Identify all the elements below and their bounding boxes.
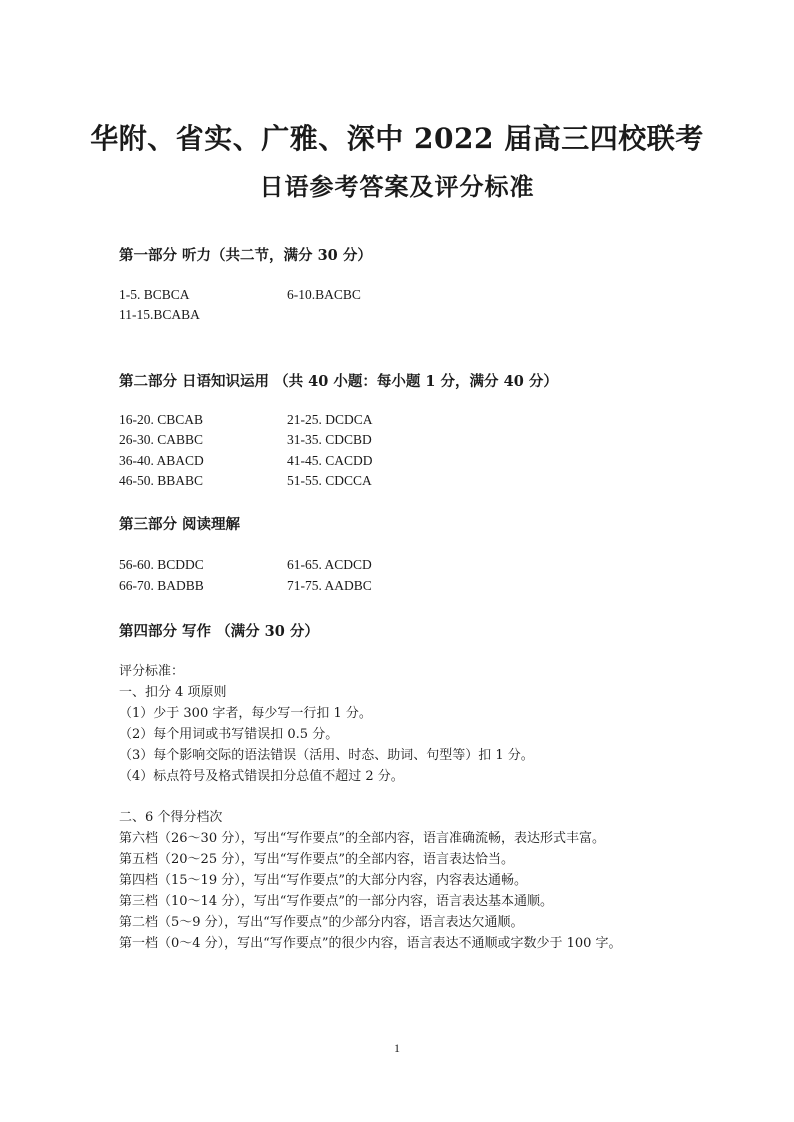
grade-level: 第六档（26～30 分），写出“写作要点”的全部内容，语言准确流畅，表达形式丰富。 <box>119 831 606 846</box>
deduction-title: 一、扣分 4 项原则 <box>119 685 227 700</box>
answer-group: 1-5. BCBCA <box>119 287 190 302</box>
answer-group: 36-40. ABACD <box>119 453 204 468</box>
answer-group: 56-60. BCDDC <box>119 557 204 572</box>
answer-group: 66-70. BADBB <box>119 578 204 593</box>
deduction-rule: （3）每个影响交际的语法错误（活用、时态、助词、句型等）扣 1 分。 <box>119 748 534 763</box>
answer-group: 61-65. ACDCD <box>287 557 372 572</box>
answer-group: 41-45. CACDD <box>287 453 373 468</box>
answer-group: 31-35. CDCBD <box>287 432 372 447</box>
answer-group: 26-30. CABBC <box>119 432 204 447</box>
page-number: 1 <box>394 1041 400 1055</box>
deduction-rule: （4）标点符号及格式错误扣分总值不超过 2 分。 <box>119 769 404 784</box>
grades-title: 二、6 个得分档次 <box>119 810 223 825</box>
answer-group: 71-75. AADBC <box>287 578 372 593</box>
grade-level: 第一档（0～4 分），写出“写作要点”的很少内容，语言表达不通顺或字数少于 100 字。 <box>119 936 622 951</box>
part3-heading: 第三部分 阅读理解 <box>119 516 241 533</box>
document-subtitle: 日语参考答案及评分标准 <box>259 172 535 201</box>
answer-group: 51-55. CDCCA <box>287 473 372 488</box>
part1-heading: 第一部分 听力（共二节，满分 30 分） <box>119 247 372 264</box>
deduction-rule: （1）少于 300 字者，每少写一行扣 1 分。 <box>119 706 372 721</box>
answer-group: 46-50. BBABC <box>119 473 204 488</box>
grade-level: 第五档（20～25 分），写出“写作要点”的全部内容，语言表达恰当。 <box>119 852 515 867</box>
answer-group: 21-25. DCDCA <box>287 412 373 427</box>
part2-heading: 第二部分 日语知识运用 （共 40 小题：每小题 1 分，满分 40 分） <box>119 373 558 390</box>
grade-level: 第四档（15～19 分），写出“写作要点”的大部分内容，内容表达通畅。 <box>119 873 528 888</box>
grade-level: 第二档（5～9 分），写出“写作要点”的少部分内容，语言表达欠通顺。 <box>119 915 524 930</box>
answer-group: 11-15.BCABA <box>119 307 200 322</box>
answer-group: 6-10.BACBC <box>287 287 361 302</box>
deduction-rule: （2）每个用词或书写错误扣 0.5 分。 <box>119 727 339 742</box>
criteria-label: 评分标准： <box>119 664 185 679</box>
part4-heading: 第四部分 写作 （满分 30 分） <box>119 623 319 640</box>
answer-group: 16-20. CBCAB <box>119 412 204 427</box>
grade-level: 第三档（10～14 分），写出“写作要点”的一部分内容，语言表达基本通顺。 <box>119 894 554 909</box>
document-title: 华附、省实、广雅、深中 2022 届高三四校联考 <box>90 122 704 155</box>
